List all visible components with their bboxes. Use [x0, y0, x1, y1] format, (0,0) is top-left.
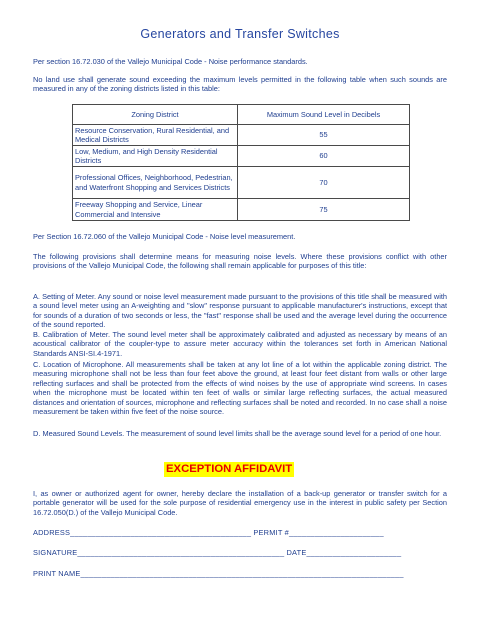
- item-a-setting-of-meter: A. Setting of Meter. Any sound or noise level measurement made pursuant to the provisions of this title shall be measured with a sound level meter using an A-weighting and "slow" response pursuant to applicable manufacturer's instructions, except that for sounds of a duration of two seconds or less, the "fast" response shall be used and the average level during the occurrence of the sound reported.: [33, 292, 447, 330]
- intro-paragraph-1: Per section 16.72.030 of the Vallejo Municipal Code - Noise performance standards.: [33, 57, 308, 66]
- header-zoning-district: Zoning District: [73, 105, 238, 125]
- item-d-measured-sound-levels: D. Measured Sound Levels. The measurement of sound level limits shall be the average sound level for a period of one hour.: [33, 429, 442, 438]
- exception-affidavit-heading: EXCEPTION AFFIDAVIT: [166, 463, 293, 475]
- table-row: [73, 199, 410, 221]
- item-c-location-of-microphone: C. Location of Microphone. All measurements shall be taken at any lot line of a lot within the applicable zoning district. The measuring microphone shall not be less than four feet above the ground, at least four feet distant from walls or other large reflecting surfaces and shall be protected from the effects of wind noises by the use of appropriate wind screens. In cases when the microphone must be located within ten feet of walls or similar large reflecting surfaces, the actual measured distances and orientation of sources, microphone and reflecting surfaces shall be noted and recorded. In no case shall a noise measurement be taken within five feet of the noise source.: [33, 360, 447, 417]
- table-row: [73, 125, 410, 146]
- header-max-sound-level: Maximum Sound Level in Decibels: [238, 105, 410, 125]
- level-cell: 70: [238, 167, 410, 199]
- intro-paragraph-2: No land use shall generate sound exceeding the maximum levels permitted in the following table when such sounds are measured in any of the zoning districts listed in this table:: [33, 75, 447, 94]
- table-row: [73, 146, 410, 167]
- provisions-intro: The following provisions shall determine means for measuring noise levels. Where these provisions conflict with other provisions of the Vallejo Municipal Code, the following shall remain applicable for purposes of this title:: [33, 252, 447, 271]
- page-title: Generators and Transfer Switches: [140, 27, 340, 41]
- address-permit-field-line[interactable]: ADDRESS__________________________________________ PERMIT #______________________: [33, 528, 384, 537]
- level-cell: 60: [238, 146, 410, 167]
- level-cell: 55: [238, 125, 410, 146]
- item-b-calibration-of-meter: B. Calibration of Meter. The sound level meter shall be approximately calibrated and adjusted as necessary by means of an acoustical calibrator of the coupler-type to assure meter accuracy within the tolerances set forth in American National Standards ANSI-SI.4-1971.: [33, 330, 447, 358]
- table-row: [73, 167, 410, 199]
- level-cell: 75: [238, 199, 410, 221]
- zoning-table: [72, 104, 410, 221]
- district-cell: Professional Offices, Neighborhood, Pedestrian, and Waterfront Shopping and Services Districts: [73, 167, 238, 199]
- section-heading-measurement: Per Section 16.72.060 of the Vallejo Municipal Code - Noise level measurement.: [33, 232, 296, 241]
- table-header-row: [73, 105, 410, 125]
- district-cell: Freeway Shopping and Service, Linear Commercial and Intensive: [73, 199, 238, 221]
- district-cell: Resource Conservation, Rural Residential, and Medical Districts: [73, 125, 238, 146]
- signature-date-field-line[interactable]: SIGNATURE________________________________________________ DATE______________________: [33, 548, 402, 557]
- declaration-paragraph: I, as owner or authorized agent for owner, hereby declare the installation of a back-up generator or transfer switch for a portable generator will be used for the sole purpose of residential emergency use in the interest in public safety per Section 16.72.050(D.) of the Vallejo Municipal Code.: [33, 489, 447, 517]
- district-cell: Low, Medium, and High Density Residential Districts: [73, 146, 238, 167]
- print-name-field-line[interactable]: PRINT NAME___________________________________________________________________________: [33, 569, 404, 578]
